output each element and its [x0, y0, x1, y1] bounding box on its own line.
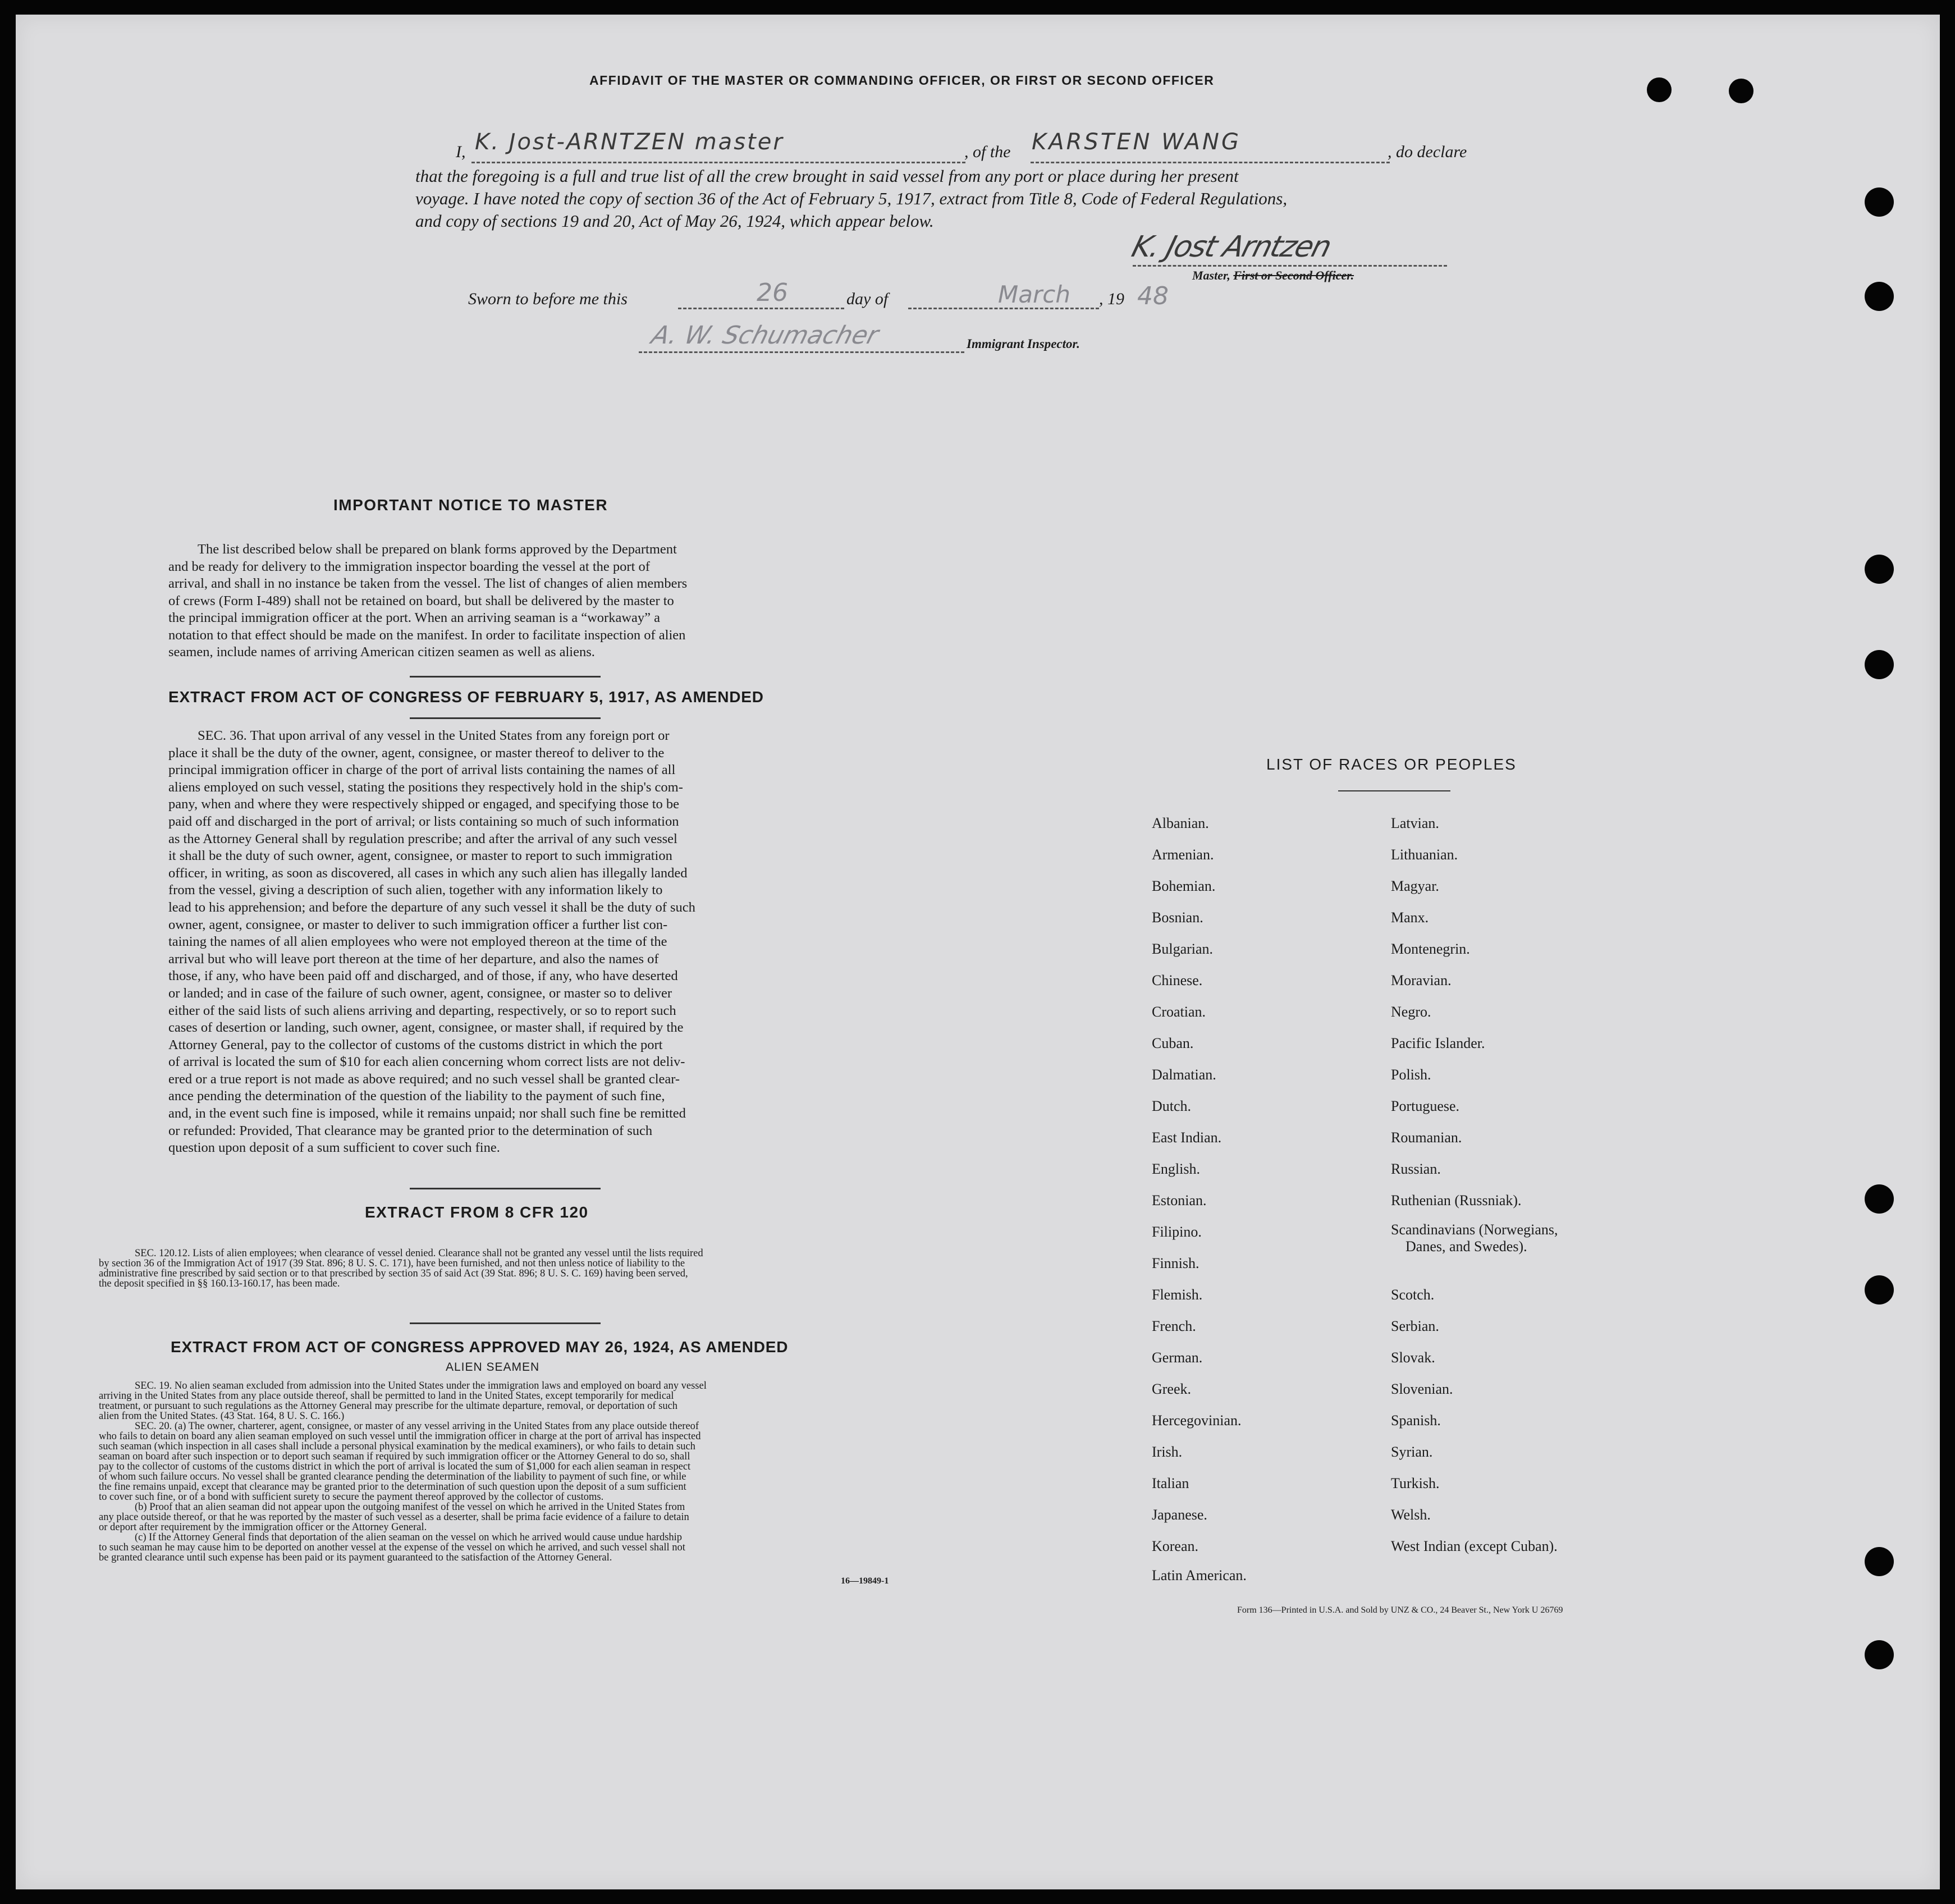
- extract-1924-line: SEC. 19. No alien seaman excluded from admission into the United States under the immigration laws and employed on board any vessel: [135, 1380, 707, 1392]
- extract-1917-line: paid off and discharged in the port of arrival; or lists containing so much of such information: [168, 813, 679, 829]
- race-item: East Indian.: [1152, 1129, 1222, 1146]
- race-item: Roumanian.: [1391, 1129, 1462, 1146]
- race-item: Latin American.: [1152, 1567, 1247, 1583]
- extract-1917-line: lead to his apprehension; and before the departure of any such vessel it shall be the duty of such: [168, 899, 695, 915]
- day-of-label: day of: [846, 290, 889, 308]
- notice-line: and be ready for delivery to the immigration inspector boarding the vessel at the port of: [168, 559, 650, 574]
- extract-1917-line: or landed; and in case of the failure of such owner, agent, consignee, or master so to deliver: [168, 985, 672, 1001]
- notice-line: of crews (Form I-489) shall not be retained on board, but shall be delivered by the master to: [168, 593, 674, 608]
- extract-1917-line: cases of desertion or landing, such owner, agent, consignee, or master shall, if required by the: [168, 1020, 684, 1036]
- race-item: Italian: [1152, 1475, 1189, 1491]
- race-item: Flemish.: [1152, 1287, 1203, 1303]
- extract-1917-line: pany, when and where they were respectively shipped or engaged, and specifying those to be: [168, 797, 680, 812]
- race-item: Dutch.: [1152, 1098, 1192, 1114]
- extract-1924-line: to such seaman he may cause him to be deported on another vessel at the expense of the vessel on which he arrived, and such vessel shall not: [99, 1542, 685, 1553]
- notice-line: notation to that effect should be made on the manifest. In order to facilitate inspection of alien: [168, 627, 686, 643]
- extract-1917-line: as the Attorney General shall by regulation prescribe; and after the arrival of any such vessel: [168, 831, 677, 846]
- day-line: [678, 308, 844, 309]
- extract-1917-line: owner, agent, consignee, or master to deliver to such immigration officer a further list con-: [168, 917, 668, 932]
- master-name-handwritten: K. Jost-ARNTZEN master: [475, 129, 784, 155]
- extract-1917-title: EXTRACT FROM ACT OF CONGRESS OF FEBRUARY 5, 1917, AS AMENDED: [168, 688, 764, 706]
- race-item: Moravian.: [1391, 972, 1452, 988]
- punch-hole: [1865, 1275, 1894, 1305]
- document-page: [16, 15, 1940, 1889]
- race-item: Latvian.: [1391, 815, 1439, 831]
- affidavit-do-declare: , do declare: [1388, 143, 1467, 161]
- race-item: Scandinavians (Norwegians,: [1391, 1221, 1558, 1238]
- extract-1917-body: [168, 727, 821, 1157]
- vessel-name-line: [1031, 162, 1390, 163]
- extract-1917-line: officer, in writing, as soon as discovered, all cases in which any such alien has illegally landed: [168, 865, 688, 881]
- race-item: Syrian.: [1391, 1444, 1433, 1460]
- race-item: Finnish.: [1152, 1255, 1199, 1271]
- race-item: French.: [1152, 1318, 1196, 1334]
- extract-1924-line: such seaman (which inspection in all cases shall include a personal physical examination by the medical examiners), or who fails to detain such: [99, 1441, 695, 1452]
- race-item: Greek.: [1152, 1381, 1192, 1397]
- extract-cfr-line: the deposit specified in §§ 160.13-160.17, has been made.: [99, 1278, 340, 1289]
- race-item: Hercegovinian.: [1152, 1412, 1242, 1429]
- extract-1924-body: [99, 1381, 909, 1563]
- extract-1924-line: SEC. 20. (a) The owner, charterer, agent, consignee, or master of any vessel arriving in the United States from any place outside thereof: [135, 1421, 699, 1432]
- divider: [410, 1188, 601, 1189]
- notice-line: the principal immigration officer at the port. When an arriving seaman is a “workaway” a: [168, 610, 661, 625]
- extract-1924-line: of whom such failure occurs. No vessel shall be granted clearance pending the determination of the liability to payment of such fine, or while: [99, 1471, 686, 1482]
- extract-1924-subtitle: ALIEN SEAMEN: [446, 1361, 540, 1374]
- extract-1924-line: or deport after requirement by the immigration officer or the Attorney General.: [99, 1522, 427, 1533]
- day-handwritten: 26: [757, 278, 788, 307]
- extract-1917-line: principal immigration officer in charge of the port of arrival lists containing the names of all: [168, 762, 676, 778]
- race-item: Japanese.: [1152, 1507, 1207, 1523]
- race-item: Slovak.: [1391, 1349, 1435, 1366]
- race-item: Armenian.: [1152, 846, 1214, 863]
- race-item: Serbian.: [1391, 1318, 1439, 1334]
- extract-1924-line: who fails to detain on board any alien seaman employed on such vessel until the immigration officer in charge at the port of arrival has inspected: [99, 1431, 701, 1442]
- race-item: German.: [1152, 1349, 1203, 1366]
- punch-hole: [1865, 1184, 1894, 1214]
- divider: [1338, 790, 1450, 791]
- extract-1917-line: it shall be the duty of such owner, agent, consignee, or master to report to such immigration: [168, 848, 672, 864]
- affidavit-line-2: that the foregoing is a full and true list of all the crew brought in said vessel from any port or place during her present: [415, 166, 1239, 186]
- race-item: Korean.: [1152, 1538, 1199, 1554]
- punch-hole: [1865, 555, 1894, 584]
- race-item: Russian.: [1391, 1161, 1441, 1177]
- inspector-label: Immigrant Inspector.: [967, 337, 1080, 351]
- race-item: Bosnian.: [1152, 909, 1203, 926]
- race-item: Cuban.: [1152, 1035, 1194, 1051]
- extract-1924-line: (c) If the Attorney General finds that deportation of the alien seaman on the vessel on which he arrived would cause undue hardship: [135, 1532, 683, 1543]
- extract-1917-line: taining the names of all alien employees who were not employed thereon at the time of the: [168, 934, 667, 950]
- punch-hole: [1865, 187, 1894, 217]
- master-label: [1192, 268, 1354, 283]
- punch-hole: [1865, 282, 1894, 311]
- divider: [410, 717, 601, 719]
- race-item: Bohemian.: [1152, 878, 1216, 894]
- race-item: Bulgarian.: [1152, 941, 1214, 957]
- extract-1917-line: either of the said lists of such aliens arriving and departing, respectively, or so to report such: [168, 1003, 676, 1018]
- extract-1924-line: any place outside thereof, or that he was reported by the master of such vessel as a deserter, shall be prima facie evidence of a failure to detain: [99, 1512, 689, 1523]
- inspector-line: [639, 351, 964, 353]
- extract-cfr-line: SEC. 120.12. Lists of alien employees; when clearance of vessel denied. Clearance shall not be granted any vessel until the lists required: [135, 1248, 703, 1259]
- extract-1924-line: seaman on board after such inspection or to deport such seaman if required by such immigration officer or the Attorney General to do so, shall: [99, 1451, 690, 1462]
- race-item: Negro.: [1391, 1004, 1431, 1020]
- extract-1917-line: or refunded: Provided, That clearance may be granted prior to the determination of such: [168, 1123, 653, 1138]
- extract-cfr-body: [99, 1248, 909, 1289]
- notice-line: seamen, include names of arriving American citizen seamen as well as aliens.: [168, 644, 595, 660]
- extract-1924-line: alien from the United States. (43 Stat. 164, 8 U. S. C. 166.): [99, 1411, 345, 1422]
- extract-1917-line: ance pending the determination of the question of the liability to the payment of such fine,: [168, 1088, 665, 1104]
- race-item: Danes, and Swedes).: [1405, 1238, 1527, 1255]
- extract-1917-line: question upon deposit of a sum sufficient to cover such fine.: [168, 1140, 500, 1156]
- extract-1924-line: be granted clearance until such expense has been paid or its payment guaranteed to the satisfaction of the Attorney General.: [99, 1552, 612, 1563]
- first-second-officer-struck: First or Second Officer.: [1233, 268, 1354, 282]
- month-handwritten: March: [998, 281, 1070, 308]
- affidavit-line-3: voyage. I have noted the copy of section 36 of the Act of February 5, 1917, extract from Title 8, Code of Federal Regulations,: [415, 189, 1288, 208]
- race-item: English.: [1152, 1161, 1200, 1177]
- vessel-name-handwritten: KARSTEN WANG: [1032, 129, 1241, 155]
- race-item: Turkish.: [1391, 1475, 1440, 1491]
- race-item: Filipino.: [1152, 1224, 1202, 1240]
- race-item: Spanish.: [1391, 1412, 1441, 1429]
- race-item: Magyar.: [1391, 878, 1439, 894]
- divider: [410, 1322, 601, 1324]
- punch-hole: [1865, 650, 1894, 679]
- master-signature: K. Jost Arntzen: [1128, 230, 1334, 264]
- race-item: Montenegrin.: [1391, 941, 1470, 957]
- affidavit-of-the: , of the: [964, 143, 1011, 161]
- inspector-signature: A. W. Schumacher: [648, 321, 882, 350]
- race-item: Estonian.: [1152, 1192, 1207, 1209]
- extract-1917-line: Attorney General, pay to the collector of customs of the customs district in which the port: [168, 1037, 663, 1052]
- extract-1917-line: place it shall be the duty of the owner, agent, consignee, or master thereof to deliver to the: [168, 745, 665, 761]
- extract-1917-line: aliens employed on such vessel, stating the positions they respectively hold in the ship's com-: [168, 779, 683, 795]
- race-item: Lithuanian.: [1391, 846, 1458, 863]
- extract-1917-line: arrival but who will leave port thereon at the time of her departure, and also the names of: [168, 951, 659, 967]
- extract-1924-line: to cover such fine, or of a bond with sufficient surety to secure the payment thereof approved by the collector of customs.: [99, 1491, 604, 1503]
- extract-1917-line: ered or a true report is not made as above required; and no such vessel shall be granted clear-: [168, 1071, 680, 1087]
- race-item: Chinese.: [1152, 972, 1203, 988]
- extract-cfr-line: by section 36 of the Immigration Act of 1917 (39 Stat. 896; 8 U. S. C. 171), have been furnished, and not then unless notice of liability to the: [99, 1258, 685, 1269]
- extract-1924-line: treatment, or pursuant to such regulations as the Attorney General may prescribe for the ultimate departure, removal, or deportation of such: [99, 1400, 678, 1412]
- form-number: 16—19849-1: [841, 1576, 889, 1586]
- race-item: Ruthenian (Russniak).: [1391, 1192, 1522, 1209]
- punch-hole: [1865, 1640, 1894, 1669]
- extract-1917-line: from the vessel, giving a description of such alien, together with any information likely to: [168, 882, 663, 898]
- year-prefix: , 19: [1099, 290, 1124, 308]
- race-item: Irish.: [1152, 1444, 1183, 1460]
- punch-hole: [1647, 77, 1672, 102]
- race-item: Manx.: [1391, 909, 1429, 926]
- punch-hole: [1865, 1547, 1894, 1576]
- notice-title: IMPORTANT NOTICE TO MASTER: [333, 496, 608, 514]
- race-item: Pacific Islander.: [1391, 1035, 1485, 1051]
- divider: [410, 676, 601, 678]
- notice-line: arrival, and shall in no instance be taken from the vessel. The list of changes of alien members: [168, 576, 688, 591]
- extract-1917-line: those, if any, who have been paid off and discharged, and of those, if any, who have deserted: [168, 968, 678, 984]
- race-item: Welsh.: [1391, 1507, 1431, 1523]
- extract-1917-line: of arrival is located the sum of $10 for each alien concerning whom correct lists are not deliv-: [168, 1054, 685, 1070]
- extract-1924-line: (b) Proof that an alien seaman did not appear upon the outgoing manifest of the vessel on which he arrived in the United States from: [135, 1502, 685, 1513]
- master-name-line: [471, 162, 965, 163]
- affidavit-line-4: and copy of sections 19 and 20, Act of May 26, 1924, which appear below.: [415, 211, 934, 231]
- race-item: Croatian.: [1152, 1004, 1206, 1020]
- printer-imprint: Form 136—Printed in U.S.A. and Sold by UNZ & CO., 24 Beaver St., New York U 26769: [1237, 1605, 1563, 1615]
- race-item: Polish.: [1391, 1067, 1431, 1083]
- year-handwritten: 48: [1137, 282, 1169, 310]
- notice-line: The list described below shall be prepared on blank forms approved by the Department: [198, 542, 677, 557]
- race-item: Albanian.: [1152, 815, 1209, 831]
- extract-1924-title: EXTRACT FROM ACT OF CONGRESS APPROVED MAY 26, 1924, AS AMENDED: [171, 1338, 789, 1356]
- extract-cfr-line: administrative fine prescribed by said section or to that prescribed by section 35 of said Act (39 Stat. 896; 8 U. S. C. 169) having been served,: [99, 1268, 688, 1279]
- sworn-label: Sworn to before me this: [468, 290, 628, 308]
- extract-1924-line: the fine remains unpaid, except that clearance may be granted prior to the determination of such question upon the deposit of a sum sufficient: [99, 1481, 686, 1493]
- master-signature-line: [1133, 265, 1447, 267]
- races-title: LIST OF RACES OR PEOPLES: [1266, 756, 1517, 773]
- notice-body: [168, 541, 821, 661]
- extract-1917-line: and, in the event such fine is imposed, while it remains unpaid; nor shall such fine be remitted: [168, 1106, 686, 1122]
- race-item: West Indian (except Cuban).: [1391, 1538, 1558, 1554]
- extract-1924-line: arriving in the United States from any place outside thereof, shall be permitted to land in the United States, except temporarily for medical: [99, 1390, 674, 1402]
- punch-hole: [1729, 79, 1753, 103]
- extract-cfr-title: EXTRACT FROM 8 CFR 120: [365, 1203, 589, 1221]
- affidavit-title: AFFIDAVIT OF THE MASTER OR COMMANDING OFFICER, OR FIRST OR SECOND OFFICER: [589, 73, 1215, 88]
- race-item: Dalmatian.: [1152, 1067, 1216, 1083]
- extract-1924-line: pay to the collector of customs of the customs district in which the port of arrival is located the sum of $1,000 for each alien seaman in respect: [99, 1461, 691, 1472]
- race-item: Scotch.: [1391, 1287, 1435, 1303]
- race-item: Portuguese.: [1391, 1098, 1460, 1114]
- extract-1917-line: SEC. 36. That upon arrival of any vessel in the United States from any foreign port or: [198, 728, 670, 743]
- master-label-text: Master,: [1192, 268, 1230, 282]
- affidavit-i: I,: [456, 143, 466, 161]
- race-item: Slovenian.: [1391, 1381, 1453, 1397]
